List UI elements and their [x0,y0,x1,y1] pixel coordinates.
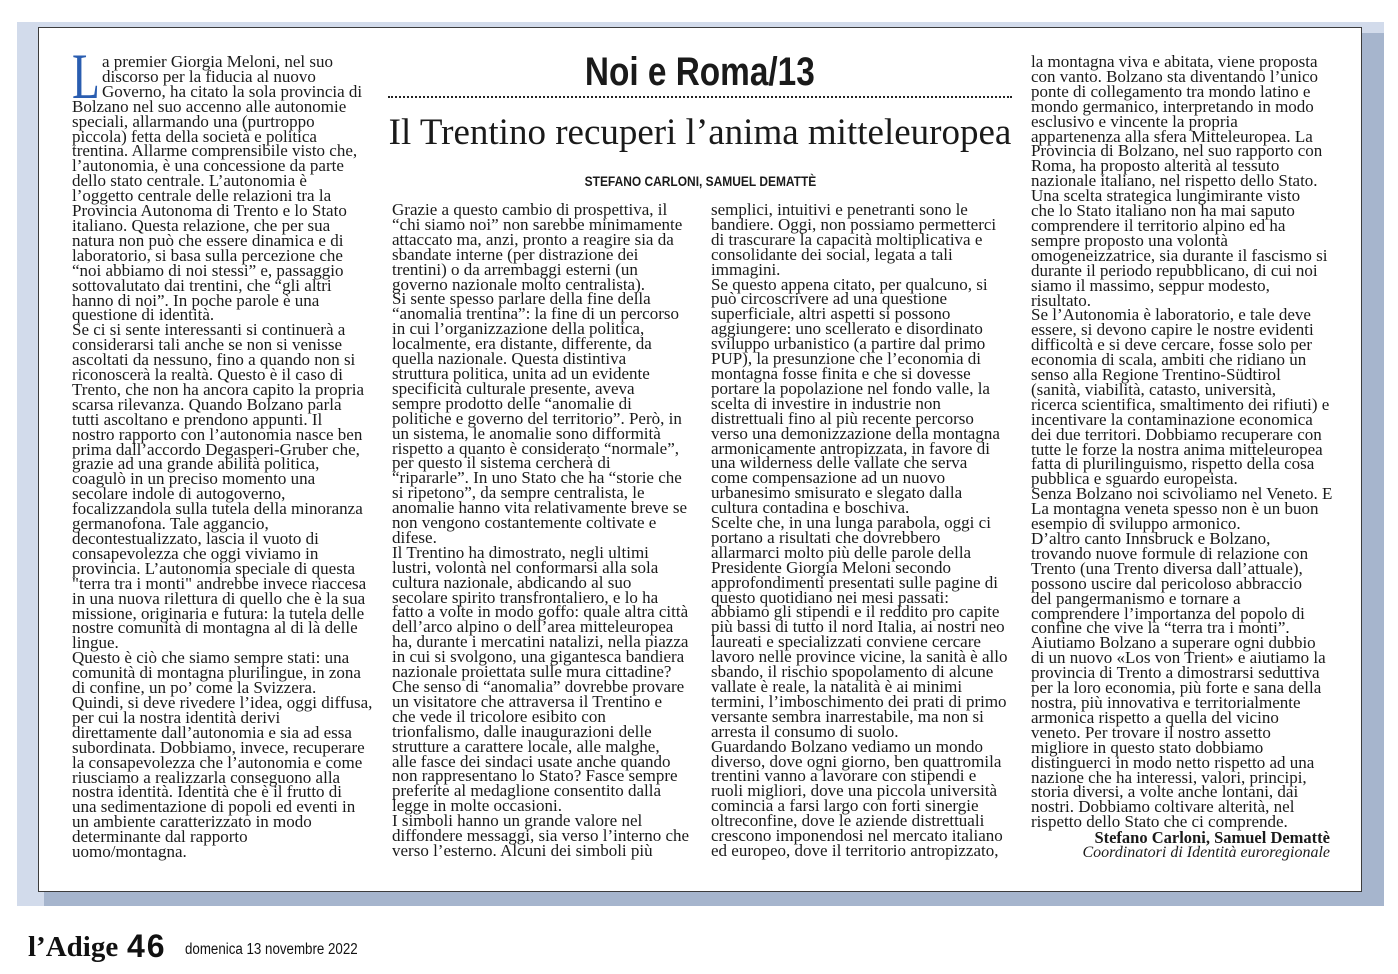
text-line: portare la popolazione nel fondo valle, la [711,378,990,398]
text-line: La montagna veneta spesso non è un buon [1031,499,1319,519]
text-line: cultura nazionale, abdicando al suo [392,572,632,592]
text-line: migliore in questo stato dobbiamo [1031,737,1264,757]
text-line: natura non può che essere dinamica e di [72,230,344,250]
text-line: arresta il consumo di suolo. [711,721,899,741]
text-line: governo nazionale molto centralista). [392,274,646,294]
text-line: Provincia di Bolzano, nel suo rapporto con [1031,141,1323,161]
text-line: durante il periodo repubblicano, di cui noi [1031,260,1318,280]
text-line: Trento, che non ha ancora capito la propria [72,379,365,399]
text-line: che vede il tricolore esibito con [392,706,606,726]
text-line: trentina. Allarme comprensibile visto che, [72,141,358,161]
text-line: esclusivo e vincente la propria [1031,111,1238,131]
text-line: si ripetono”, da sempre centralista, le [392,483,645,503]
text-line: omogeneizzatrice, sia durante il fascismo si [1031,245,1328,265]
text-line: fatto a volte in modo goffo: quale altra città [392,602,689,622]
text-line: una sedimentazione di popoli ed eventi in [72,797,356,817]
text-line: montagna fosse finita e che si dovesse [711,363,971,383]
text-line: un sistema, le anomalie sono difformità [392,423,661,443]
article-column-2 [392,200,692,860]
text-line: approfondimenti presentati sulle pagine di [711,572,999,592]
text-line: mondo germanico, interpretando in modo [1031,96,1314,116]
text-line: comincia a farsi largo con forti sinergie [711,796,979,816]
text-line: oltreconfine, dove le aziende distrettuali [711,811,985,831]
text-line: speciali, allarmando una (purtroppo [72,111,315,131]
text-line: l’autonomia, è una concessione da parte [72,156,344,176]
text-line: confine che vive la “terra tra i monti”. [1031,618,1290,638]
text-line: urbanesimo smisurato e slegato dalla [711,483,963,503]
text-line: diverso, dove ogni giorno, ben quattromila [711,751,1002,771]
text-line: comprendere il territorio alpino ed ha [1031,215,1286,235]
text-line: Quindi, si deve rivedere l’idea, oggi diffusa, [72,692,373,712]
text-line: "terra tra i monti" andrebbe invece riaccesa [72,573,367,593]
text-line: focalizzandola sulla tutela della minoranza [72,499,363,519]
text-line: non vengono costantemente coltivate e [392,513,657,533]
text-line: PUP), la presunzione che l’economia di [711,349,982,369]
text-line: risultato. [1031,290,1091,310]
text-line: “noi abbiamo di noi stessi” e, passaggio [72,260,344,280]
publication-date: domenica 13 novembre 2022 [185,941,358,958]
text-line: strutture a carattere locale, alle malghe, [392,736,660,756]
text-line: Si sente spesso parlare della fine della [392,289,651,309]
text-line: più bassi di tutto il nord Italia, ai nostri neo [711,617,1005,637]
text-line: politiche e governo del territorio”. Però, in [392,408,682,428]
text-line: per cui la nostra identità derivi [72,707,281,727]
article-column-1 [72,52,373,862]
text-line: ponte di collegamento tra mondo latino e [1031,81,1311,101]
text-line: per questo il sistema cercherà di [392,453,611,473]
text-line: “chi siamo noi” non sarebbe minimamente [392,214,683,234]
text-line: Aiutiamo Bolzano a superare ogni dubbio [1031,633,1316,653]
text-line: distrettuali fino al più recente percorso [711,408,974,428]
text-line: trentini vanno a lavorare con stipendi e [711,766,977,786]
article-column-4 [1031,52,1333,832]
text-line: questione di identità. [72,305,215,325]
text-line: consapevolezza che oggi viviamo in [72,543,319,563]
signature-role: Coordinatori di Identità euroregionale [1082,843,1330,861]
text-line: ed europeo, dove il territorio antropizzato, [711,840,999,860]
text-line: rispetto a quanto è considerato “normale”, [392,438,679,458]
text-line: immagini. [711,259,781,279]
text-line: considerarsi tali anche se non si venisse [72,335,343,355]
text-line: I simboli hanno un grande valore nel [392,811,643,831]
text-line: nostro rapporto con l’autonomia nasce ben [72,424,363,444]
text-line: prima dall’accordo Degasperi-Gruber che, [72,439,360,459]
text-line: Questo è ciò che siamo sempre stati: una [72,648,350,668]
text-line: versante sembra inarrestabile, ma non si [711,706,984,726]
text-line: preferite al medaglione consentito dalla [392,781,662,801]
text-line: legge in molte occasioni. [392,796,562,816]
text-line: lavoro nelle province vicine, la sanità è allo [711,647,1008,667]
text-line: verso una demonizzazione della montagna [711,423,1000,443]
text-line: sbando, il rischio spopolamento di alcune [711,662,994,682]
text-line: distinguerci in modo netto rispetto ad una [1031,752,1315,772]
article-signature [1031,827,1330,861]
drop-cap: L [72,40,100,113]
text-line: in cui l’organizzazione della politica, [392,319,645,339]
text-line: discorso per la fiducia al nuovo [102,66,316,86]
text-line: anomalie hanno vita relativamente breve se [392,498,688,518]
text-line: trionfalismo, dalle inaugurazioni delle [392,721,652,741]
text-line: scarsa rilevanza. Quando Bolzano parla [72,394,342,414]
text-line: abbiamo gli stipendi e il reddito pro capite [711,602,1000,622]
text-line: del pangermanismo e tornare a [1031,588,1241,608]
text-line: diffondere messaggi, sia verso l’interno che [392,826,690,846]
text-line: lustri, volontà nel conformarsi alla sola [392,557,659,577]
text-line: ha, durante i mercatini natalizi, nella piazza [392,632,689,652]
article-headline: Il Trentino recuperi l’anima mitteleuropea [388,112,1012,153]
text-line: con vanto. Bolzano sta diventando l’unico [1031,66,1319,86]
text-line: consolidante dei social, legata a tali [711,244,953,264]
text-line: che lo Stato italiano non ha mai saputo [1031,201,1295,221]
newspaper-masthead: l’Adige [28,930,119,963]
text-line: sviluppo urbanistico (a partire dal primo [711,334,986,354]
text-line: Che senso di “anomalia” dovrebbe provare [392,677,685,696]
text-line: coagulò in un preciso momento una [72,469,316,489]
text-line: Roma, ha proposto alterità al tessuto [1031,156,1280,176]
page-number: 46 [127,928,167,964]
text-line: nazionale italiano, nel rispetto dello Stato. [1031,171,1318,191]
text-line: “anomalia trentina”: la fine di un percorso [392,304,679,324]
text-line: Una scelta strategica lungimirante visto [1031,186,1301,206]
text-line: scelta di investire in industrie non [711,393,941,413]
text-line: trentini) o da arrembaggi esterni (un [392,259,638,279]
text-line: sempre prodotto delle “anomalie di [392,393,632,413]
text-line: crescono imponendosi nel mercato italiano [711,826,1003,846]
text-line: “ripararle”. In uno Stato che ha “storie che [392,468,682,488]
text-line: italiano. Questa relazione, che per sua [72,215,331,235]
text-line: dei due territori. Dobbiamo recuperare con [1031,424,1322,444]
text-line: Governo, ha citato la sola provincia di [102,81,363,101]
text-line: non rappresentano lo Stato? Fasce sempre [392,766,678,786]
text-line: secolare spirito transfrontaliero, e lo ha [392,587,659,607]
text-line: D’altro canto Innsbruck e Bolzano, [1031,529,1271,548]
article-byline [388,174,1012,188]
text-line: decontestualizzato, lascia il vuoto di [72,529,319,548]
text-line: provincia di Trento a dimostrarsi seduttiva [1031,663,1320,683]
text-line: nazionale proiettata sulle mura cittadine? [392,662,672,682]
text-line: comprendere l’importanza del popolo di [1031,603,1305,623]
text-line: difese. [392,527,437,547]
text-line: dello stato centrale. L’autonomia è [72,171,307,191]
text-line: piccola) fetta della società e politica [72,126,317,146]
article-column-3 [711,200,1011,860]
text-line: senso alla Regione Trentino-Südtirol [1031,365,1281,385]
text-line: attaccato ma, anzi, pronto a reagire sia da [392,229,674,249]
text-line: determinante dal rapporto [72,827,248,847]
text-line: superficiale, altri aspetti si possono [711,304,951,324]
text-line: provincia. L’autonomia speciale di questa [72,558,356,578]
text-line: dell’arco alpino o dell’area mitteleuropea [392,617,674,637]
text-line: uomo/montagna. [72,842,187,862]
text-line: struttura politica, unita ad un evidente [392,363,650,383]
text-line: nostra, più innovativa e territorialmente [1031,692,1301,712]
text-line: questo quotidiano nei mesi passati: [711,587,949,607]
text-line: grazie ad una grande abilità politica, [72,454,320,474]
text-line: come compensazione ad un nuovo [711,468,946,488]
text-line: difficoltà e si deve cercare, fosse solo per [1031,335,1313,355]
text-line: riusciamo a realizzarla conseguono alla [72,767,341,787]
text-line: esempio di sviluppo armonico. [1031,514,1241,534]
text-line: pubblica e sguardo europeista. [1031,469,1238,489]
text-line: comunità di montagna plurilingue, in zona [72,663,361,683]
text-line: per la loro economia, più forte e sana della [1031,678,1322,698]
text-line: ricerca scientifica, smaltimento dei rifiuti) e [1031,394,1330,414]
text-line: in cui si svolgono, una gigantesca bandiera [392,647,685,667]
text-line: veneto. Per trovare il nostro assetto [1031,722,1271,742]
text-line: riconoscerà la realtà. Questo è il caso di [72,365,343,385]
text-line: di un nuovo «Los von Trient» e aiutiamo la [1031,648,1326,668]
text-line: tutti ascoltano e prendono appunti. Il [72,409,323,429]
text-line: appartenenza alla sfera Mitteleuropea. La [1031,126,1313,146]
text-line: economia di scala, ambiti che ridiano un [1031,350,1307,370]
text-line: aggiungere: uno scellerato e disordinato [711,319,983,339]
text-line: di trascurare la capacità moltiplicativa e [711,229,983,249]
text-line: alle fasce dei sindaci usate anche quando [392,751,671,771]
text-line: bandiere. Oggi, non possiamo permetterci [711,214,997,234]
signature-names: Stefano Carloni, Samuel Demattè [1094,827,1330,847]
text-line: semplici, intuitivi e penetranti sono le [711,200,968,219]
text-line: ruoli migliori, dove una piccola università [711,781,998,801]
text-line: nostre comunità di montagna al di là delle [72,618,358,638]
text-line: Se l’Autonomia è laboratorio, e tale deve [1031,305,1311,325]
text-line: sempre proposto una volontà [1031,230,1228,250]
text-line: allarmarci molto più delle parole della [711,542,972,562]
text-line: Senza Bolzano noi scivoliamo nel Veneto. E [1031,484,1333,504]
text-line: ascoltati da nessuno, fino a quando non si [72,350,356,370]
text-line: di confine, un po’ come la Svizzera. [72,678,317,698]
text-line: direttamente dall’autonomia e sia ad essa [72,722,352,742]
text-line: la consapevolezza che l’autonomia e come [72,752,363,772]
text-line: nostri. Dobbiamo coltivare alterità, nel [1031,797,1295,817]
text-line: a premier Giorgia Meloni, nel suo [102,52,334,71]
text-line: secolare indole di autogoverno, [72,484,286,504]
text-line: in una nuova rilettura di quello che è la sua [72,588,366,608]
text-line: missione, originaria e futura: la tutela delle [72,603,365,623]
text-line: Scelte che, in una lunga parabola, oggi ci [711,513,991,533]
text-line: verso l’esterno. Alcuni dei simboli più [392,840,653,860]
text-line: sbandate interne (per distrazione dei [392,244,639,264]
text-line: nazione che ha interessi, valori, principi, [1031,767,1307,787]
text-line: siamo il massimo, seppur modesto, [1031,275,1270,295]
text-line: hanno di noi”. In poche parole è una [72,290,320,310]
text-line: specificità culturale presente, aveva [392,378,635,398]
text-line: termini, l’imboschimento dei prati di primo [711,691,1007,711]
text-line: essere, si devono capire le nostre evidenti [1031,320,1314,340]
text-line: Se questo appena citato, per qualcuno, si [711,274,988,294]
text-line: cultura contadina e boschiva. [711,498,910,518]
text-line: un visitatore che attraversa il Trentino e [392,691,663,711]
text-line: nostra identità. Identità che è il frutto di [72,782,343,802]
text-line: incentivare la contaminazione economica [1031,409,1313,429]
text-line: (sanità, viabilità, catasto, università, [1031,379,1277,399]
text-line: localmente, era distante, differente, da [392,334,652,354]
text-line: portano a risultati che dovrebbero [711,527,941,547]
text-line: l’oggetto centrale delle relazioni tra la [72,186,332,206]
text-line: armonicamente antropizzata, in favore di [711,438,990,458]
series-title [388,52,1012,92]
text-line: rispetto dello Stato che ci comprende. [1031,812,1288,832]
text-line: quella nazionale. Questa distintiva [392,349,627,369]
text-line: vallate è reale, la natalità è ai minimi [711,677,963,696]
text-line: tutte le forze la nostra anima mitteleuropea [1031,439,1323,459]
text-line: armonica rispetto a quella del vicino [1031,707,1279,727]
text-line: una wilderness delle vallate che serva [711,453,968,473]
dotted-rule [388,96,1012,98]
text-line: possono uscire dal pericoloso abbraccio [1031,573,1302,593]
text-line: Guardando Bolzano vediamo un mondo [711,736,983,756]
text-line: Grazie a questo cambio di prospettiva, il [392,200,668,219]
text-line: Il Trentino ha dimostrato, negli ultimi [392,542,649,562]
text-line: sottovalutato dai trentini, che “gli altri [72,275,332,295]
text-line: storia diversi, a volte anche lontani, dai [1031,782,1299,802]
series-title-text: Noi e Roma/13 [585,50,815,94]
text-line: la montagna viva e abitata, viene proposta [1031,52,1318,71]
byline-text: STEFANO CARLONI, SAMUEL DEMATTÈ [584,173,816,189]
text-line: trovando nuove formule di relazione con [1031,543,1309,563]
text-line: laureati e specializzati conviene cercare [711,632,981,652]
text-line: Presidente Giorgia Meloni secondo [711,557,952,577]
text-line: subordinata. Dobbiamo, invece, recuperare [72,737,365,757]
text-line: Bolzano nel suo accenno alle autonomie [72,96,347,116]
text-line: Trento (una Trento diversa dall’attuale), [1031,558,1303,578]
text-line: lingue. [72,633,119,653]
text-line: germanofona. Tale aggancio, [72,514,269,534]
text-line: può circoscrivere ad una questione [711,289,948,309]
text-line: laboratorio, si basa sulla percezione che [72,245,343,265]
text-line: Provincia Autonoma di Trento e lo Stato [72,201,347,221]
text-line: un ambiente caratterizzato in modo [72,812,312,832]
text-line: Se ci si sente interessanti si continuerà a [72,320,346,340]
text-line: fatta di plurilinguismo, rispetto della cosa [1031,454,1315,474]
